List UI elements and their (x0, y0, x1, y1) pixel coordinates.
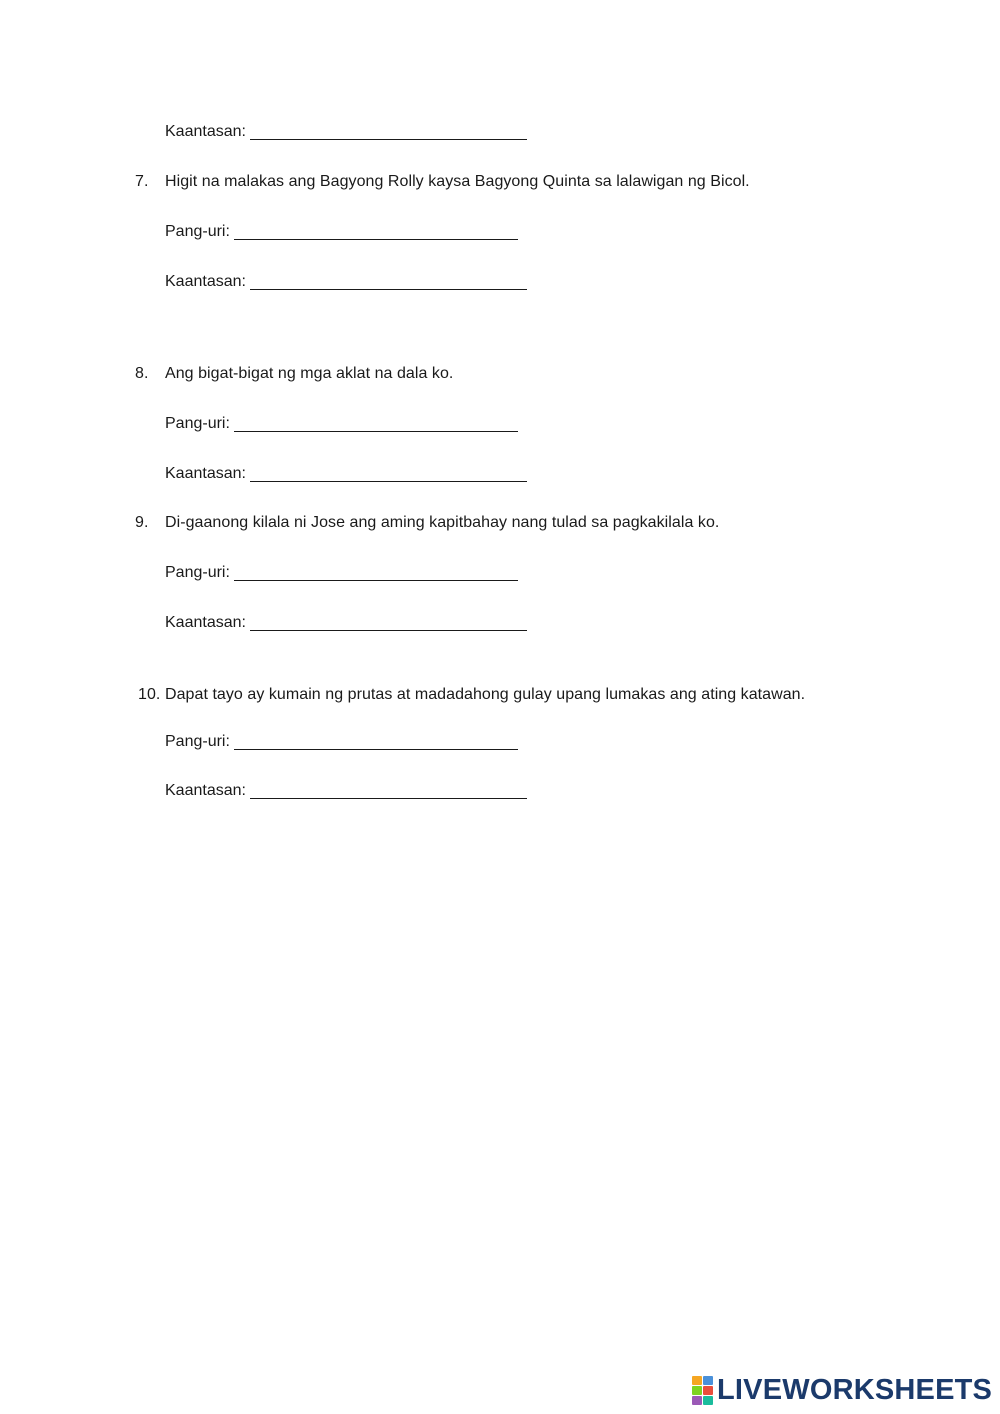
kaantasan-label: Kaantasan: (165, 614, 246, 631)
logo-tile (703, 1376, 713, 1385)
kaantasan-answer-blank[interactable] (250, 273, 527, 290)
question-number: 8. (135, 365, 149, 382)
item-8-panguri-field (165, 414, 518, 434)
panguri-answer-blank[interactable] (234, 564, 518, 581)
kaantasan-answer-blank[interactable] (250, 782, 527, 799)
question-text: Higit na malakas ang Bagyong Rolly kaysa Bagyong Quinta sa lalawigan ng Bicol. (165, 173, 750, 190)
question-10 (138, 685, 805, 705)
panguri-label: Pang-uri: (165, 733, 230, 750)
question-7 (135, 172, 750, 192)
logo-tile (692, 1396, 702, 1405)
question-number: 10. (138, 686, 161, 703)
question-8 (135, 364, 453, 384)
liveworksheets-logo-icon (692, 1376, 713, 1404)
kaantasan-label: Kaantasan: (165, 465, 246, 482)
item-7-panguri-field (165, 222, 518, 242)
question-9 (135, 513, 719, 533)
kaantasan-label: Kaantasan: (165, 782, 246, 799)
liveworksheets-logo (692, 1374, 992, 1406)
logo-tile (692, 1376, 702, 1385)
kaantasan-answer-blank[interactable] (250, 614, 527, 631)
item-7-kaantasan-field (165, 272, 527, 292)
logo-tile (692, 1386, 702, 1395)
panguri-answer-blank[interactable] (234, 733, 518, 750)
panguri-label: Pang-uri: (165, 415, 230, 432)
panguri-label: Pang-uri: (165, 223, 230, 240)
item-10-kaantasan-field (165, 781, 527, 801)
panguri-label: Pang-uri: (165, 564, 230, 581)
question-text: Di-gaanong kilala ni Jose ang aming kapitbahay nang tulad sa pagkakilala ko. (165, 514, 720, 531)
logo-tile (703, 1386, 713, 1395)
kaantasan-answer-blank[interactable] (250, 123, 527, 140)
panguri-answer-blank[interactable] (234, 223, 518, 240)
kaantasan-label: Kaantasan: (165, 273, 246, 290)
question-number: 9. (135, 514, 149, 531)
question-text: Ang bigat-bigat ng mga aklat na dala ko. (165, 365, 454, 382)
item-10-panguri-field (165, 732, 518, 752)
question-text: Dapat tayo ay kumain ng prutas at madadahong gulay upang lumakas ang ating katawan. (165, 686, 806, 703)
item-6-kaantasan-field (165, 122, 527, 142)
kaantasan-answer-blank[interactable] (250, 465, 527, 482)
item-9-kaantasan-field (165, 613, 527, 633)
logo-text: LIVEWORKSHEETS (717, 1374, 993, 1406)
item-8-kaantasan-field (165, 464, 527, 484)
question-number: 7. (135, 173, 149, 190)
logo-tile (703, 1396, 713, 1405)
kaantasan-label: Kaantasan: (165, 123, 246, 140)
panguri-answer-blank[interactable] (234, 415, 518, 432)
item-9-panguri-field (165, 563, 518, 583)
